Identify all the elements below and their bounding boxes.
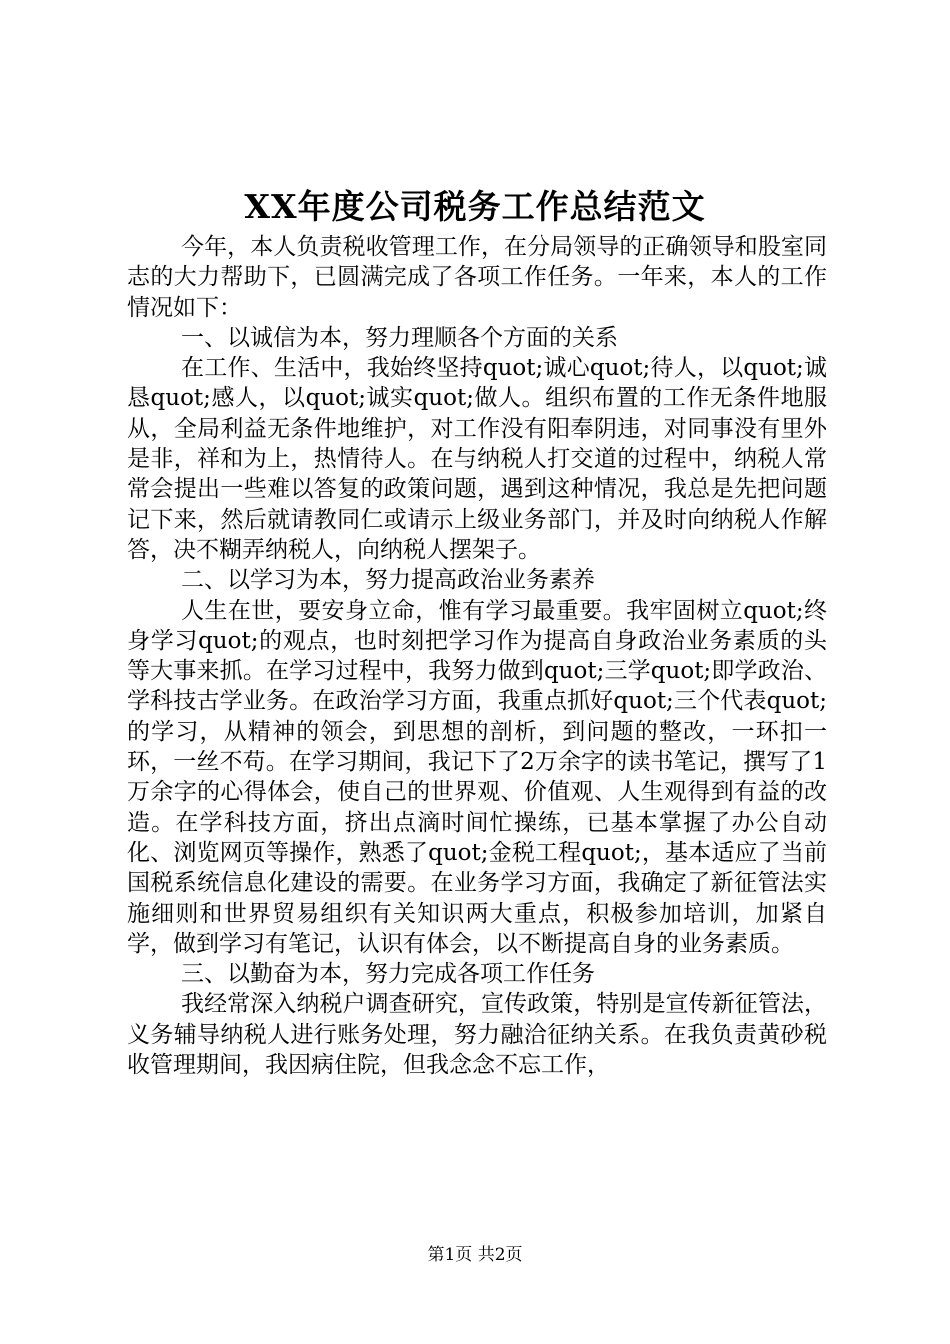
document-title: XX年度公司税务工作总结范文: [244, 187, 706, 226]
intro-paragraph: 今年，本人负责税收管理工作，在分局领导的正确领导和股室同志的大力帮助下，已圆满完成了各项工作任务。一年来，本人的工作情况如下：: [127, 234, 827, 321]
page-number: 第1页 共2页: [427, 1245, 523, 1265]
section-heading-1: 一、以诚信为本，努力理顺各个方面的关系: [181, 324, 618, 351]
section-heading-3: 三、以勤奋为本，努力完成各项工作任务: [181, 961, 595, 988]
section-heading-2: 二、以学习为本，努力提高政治业务素养: [181, 567, 595, 594]
section-paragraph-2: 人生在世，要安身立命，惟有学习最重要。我牢固树立quot;终身学习quot;的观点，也时刻把学习作为提高自身政治业务素质的头等大事来抓。在学习过程中，我努力做到quot;三学quot;即学政治、学科技古学业务。在政治学习方面，我重点抓好quot;三个代表quot;的学习，从精神的领会，到思想的剖析，到问题的整改，一环扣一环，一丝不苟。在学习期间，我记下了2万余字的读书笔记，撰写了1万余字的心得体会，使自己的世界观、价值观、人生观得到有益的改造。在学科技方面，挤出点滴时间忙操练，已基本掌握了办公自动化、浏览网页等操作，熟悉了quot;金税工程quot;，基本适应了当前国税系统信息化建设的需要。在业务学习方面，我确定了新征管法实施细则和世界贸易组织有关知识两大重点，积极参加培训，加紧自学，做到学习有笔记，认识有体会，以不断提高自身的业务素质。: [127, 597, 827, 957]
section-paragraph-3: 我经常深入纳税户调查研究，宣传政策，特别是宣传新征管法，义务辅导纳税人进行账务处理，努力融洽征纳关系。在我负责黄砂税收管理期间，我因病住院，但我念念不忘工作，: [127, 991, 827, 1079]
section-paragraph-1: 在工作、生活中，我始终坚持quot;诚心quot;待人，以quot;诚恳quot;感人，以quot;诚实quot;做人。组织布置的工作无条件地服从，全局利益无条件地维护，对工作没有阳奉阴违，对同事没有里外是非，祥和为上，热情待人。在与纳税人打交道的过程中，纳税人常常会提出一些难以答复的政策问题，遇到这种情况，我总是先把问题记下来，然后就请教同仁或请示上级业务部门，并及时向纳税人作解答，决不糊弄纳税人，向纳税人摆架子。: [127, 355, 827, 563]
document-body: [127, 232, 827, 1080]
